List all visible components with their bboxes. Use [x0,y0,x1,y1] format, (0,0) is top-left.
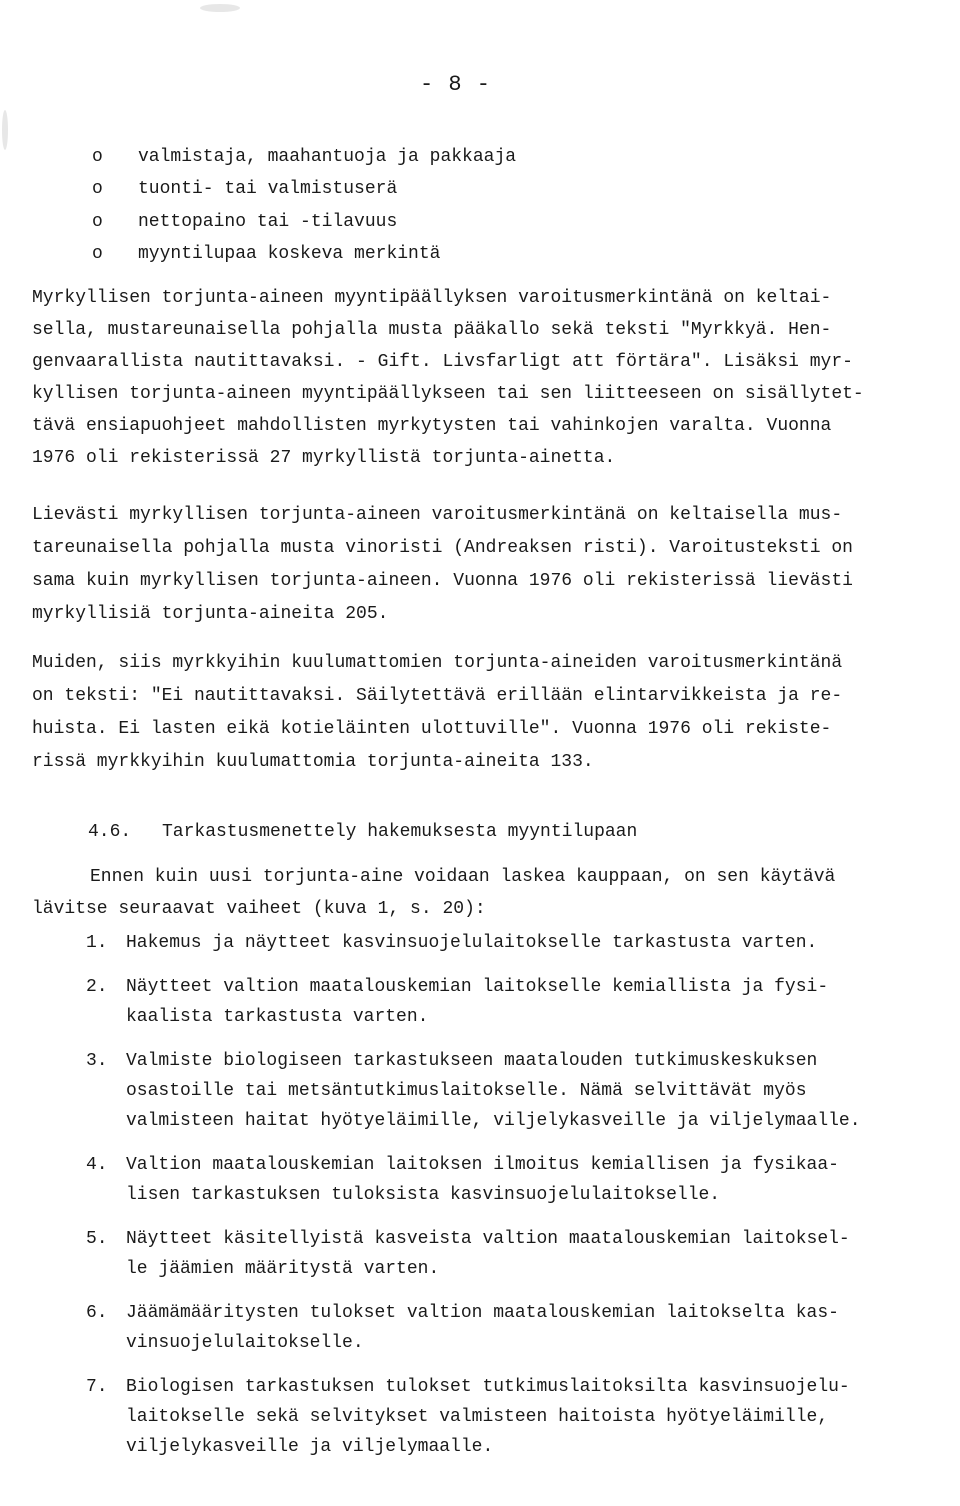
step-number: 4. [86,1155,108,1175]
paragraph-line: tävä ensiapuohjeet mahdollisten myrkytysten tai vahinkojen varalta. Vuonna [32,416,832,436]
step-text [126,1224,906,1284]
paragraph-line: lävitse seuraavat vaiheet (kuva 1, s. 20): [32,899,486,919]
paragraph-line: Ennen kuin uusi torjunta-aine voidaan laskea kauppaan, on sen käytävä [90,867,836,887]
step-line: kaalista tarkastusta varten. [126,1007,429,1027]
step-line: viljelykasveille ja viljelymaalle. [126,1437,494,1457]
paragraph-non-poisonous [32,652,842,773]
paragraph-line: Myrkyllisen torjunta-aineen myyntipäällyksen varoitusmerkintänä on keltai- [32,288,832,308]
paragraph-line: on teksti: "Ei nautittavaksi. Säilytettävä erillään elintarvikkeista ja re- [32,686,843,706]
paragraph-line: tareunaisella pohjalla musta vinoristi (Andreaksen risti). Varoitusteksti on [32,538,853,558]
bullet-marker: o [92,179,103,199]
step-text [126,1298,906,1358]
paragraph-intro-steps [32,866,835,920]
paragraph-line: 1976 oli rekisterissä 27 myrkyllistä torjunta-ainetta. [32,448,616,468]
section-heading [88,822,637,842]
paragraph-line: myrkyllisiä torjunta-aineita 205. [32,604,389,624]
step-item [86,1150,906,1210]
step-item [86,1224,906,1284]
step-text [126,928,906,958]
list-item [92,178,397,200]
list-item [92,243,440,265]
step-item [86,972,906,1032]
paragraph-mildly-poisonous [32,504,853,625]
list-item [92,211,397,233]
step-item [86,1298,906,1358]
step-text [126,972,906,1032]
step-line: laitokselle sekä selvitykset valmisteen haitoista hyötyeläimille, [126,1407,829,1427]
step-line: vinsuojelulaitokselle. [126,1333,364,1353]
list-item-text: nettopaino tai -tilavuus [138,212,398,232]
step-item [86,1046,906,1136]
step-line: osastoille tai metsäntutkimuslaitokselle. Nämä selvittävät myös [126,1081,807,1101]
step-line: Näytteet käsitellyistä kasveista valtion maatalouskemian laitoksel- [126,1229,850,1249]
step-line: Biologisen tarkastuksen tulokset tutkimuslaitoksilta kasvinsuojelu- [126,1377,850,1397]
step-line: Hakemus ja näytteet kasvinsuojelulaitokselle tarkastusta varten. [126,933,818,953]
bullet-marker: o [92,212,103,232]
list-item-text: valmistaja, maahantuoja ja pakkaaja [138,147,517,167]
paragraph-line: Lievästi myrkyllisen torjunta-aineen varoitusmerkintänä on keltaisella mus- [32,505,843,525]
list-item-text: myyntilupaa koskeva merkintä [138,244,441,264]
scan-smudge [2,110,8,150]
paragraph-line: kyllisen torjunta-aineen myyntipäällykseen tai sen liitteeseen on sisällytet- [32,384,864,404]
step-line: Näytteet valtion maatalouskemian laitokselle kemiallista ja fysi- [126,977,829,997]
step-number: 7. [86,1377,108,1397]
step-text [126,1150,906,1210]
paragraph-line: genvaarallista nautittavaksi. - Gift. Livsfarligt att förtära". Lisäksi myr- [32,352,853,372]
paragraph-poisonous [32,287,864,469]
step-line: Valmiste biologiseen tarkastukseen maatalouden tutkimuskeskuksen [126,1051,818,1071]
step-line: Jäämämääritysten tulokset valtion maatalouskemian laitokselta kas- [126,1303,839,1323]
steps-list [86,928,906,1476]
step-number: 3. [86,1051,108,1071]
paragraph-line: Muiden, siis myrkkyihin kuulumattomien torjunta-aineiden varoitusmerkintänä [32,653,843,673]
step-item [86,1372,906,1462]
step-number: 6. [86,1303,108,1323]
step-line: le jäämien määritystä varten. [126,1259,440,1279]
section-number: 4.6. [88,822,132,842]
step-number: 1. [86,933,108,953]
step-item [86,928,906,958]
section-title: Tarkastusmenettely hakemuksesta myyntilupaan [162,822,638,842]
paragraph-line: rissä myrkkyihin kuulumattomia torjunta-aineita 133. [32,752,594,772]
step-number: 2. [86,977,108,997]
bullet-marker: o [92,244,103,264]
step-line: Valtion maatalouskemian laitoksen ilmoitus kemiallisen ja fysikaa- [126,1155,839,1175]
page-number: - 8 - [420,72,492,97]
bullet-marker: o [92,147,103,167]
step-number: 5. [86,1229,108,1249]
step-line: lisen tarkastuksen tuloksista kasvinsuojelulaitokselle. [126,1185,721,1205]
paragraph-line: huista. Ei lasten eikä kotieläinten ulottuville". Vuonna 1976 oli rekiste- [32,719,832,739]
paragraph-line: sella, mustareunaisella pohjalla musta pääkallo sekä teksti "Myrkkyä. Hen- [32,320,832,340]
step-text [126,1046,906,1136]
scan-smudge [200,4,240,12]
paragraph-line: sama kuin myrkyllisen torjunta-aineen. Vuonna 1976 oli rekisterissä lievästi [32,571,853,591]
step-text [126,1372,906,1462]
list-item-text: tuonti- tai valmistuserä [138,179,398,199]
step-line: valmisteen haitat hyötyeläimille, viljelykasveille ja viljelymaalle. [126,1111,861,1131]
list-item [92,146,516,168]
